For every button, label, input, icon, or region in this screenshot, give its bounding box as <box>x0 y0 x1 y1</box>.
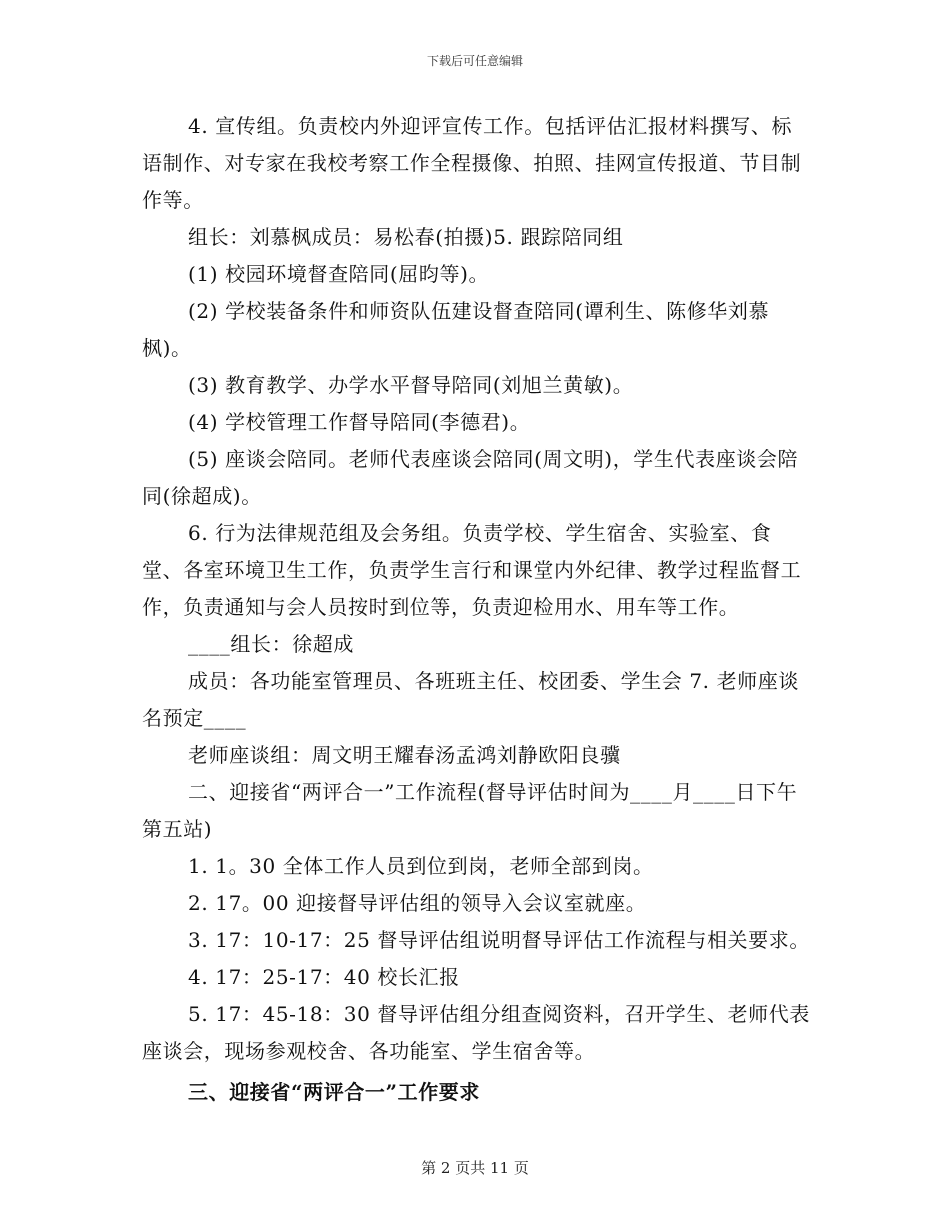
section-heading-2: 二、迎接省“两评合一”工作流程(督导评估时间为____月____日下午第五站) <box>142 780 798 841</box>
paragraph-escort-3: (3) 教育教学、办学水平督导陪同(刘旭兰黄敏)。 <box>188 373 634 397</box>
document-body <box>142 108 812 1111</box>
page-header: 下载后可任意编辑 <box>426 54 523 68</box>
paragraph-escort-1: (1) 校园环境督查陪同(屈昀等)。 <box>188 262 490 286</box>
paragraph-conduct-members: 成员：各功能室管理员、各班班主任、校团委、学生会 7. 老师座谈名预定____ <box>142 669 799 730</box>
paragraph-teacher-panel: 老师座谈组：周文明王耀春汤孟鸿刘静欧阳良骥 <box>188 743 621 767</box>
paragraph-escort-2: (2) 学校装备条件和师资队伍建设督查陪同(谭利生、陈修华刘慕枫)。 <box>142 299 770 360</box>
flow-step-4: 4. 17：25-17：40 校长汇报 <box>188 965 460 989</box>
flow-step-1: 1. 1。30 全体工作人员到位到岗，老师全部到岗。 <box>188 854 654 878</box>
paragraph-conduct-group: 6. 行为法律规范组及会务组。负责学校、学生宿舍、实验室、食堂、各室环境卫生工作，负责学生言行和课堂内外纪律、教学过程监督工作，负责通知与会人员按时到位等，负责迎检用水、用车等工作。 <box>142 521 802 619</box>
paragraph-escort-5: (5) 座谈会陪同。老师代表座谈会陪同(周文明)，学生代表座谈会陪同(徐超成)。 <box>142 447 799 508</box>
paragraph-escort-4: (4) 学校管理工作督导陪同(李德君)。 <box>188 410 531 434</box>
flow-step-5: 5. 17：45-18：30 督导评估组分组查阅资料，召开学生、老师代表座谈会，现场参观校舍、各功能室、学生宿舍等。 <box>142 1002 810 1063</box>
flow-step-3: 3. 17：10-17：25 督导评估组说明督导评估工作流程与相关要求。 <box>188 928 810 952</box>
paragraph-conduct-leader: ____组长：徐超成 <box>188 632 354 656</box>
page-footer: 第 2 页共 11 页 <box>421 1159 529 1177</box>
flow-step-2: 2. 17。00 迎接督导评估组的领导入会议室就座。 <box>188 891 647 915</box>
paragraph-publicity-group: 4. 宣传组。负责校内外迎评宣传工作。包括评估汇报材料撰写、标语制作、对专家在我校考察工作全程摄像、拍照、挂网宣传报道、节目制作等。 <box>142 114 802 212</box>
paragraph-publicity-members: 组长：刘慕枫成员：易松春(拍摄)5. 跟踪陪同组 <box>188 225 624 249</box>
section-heading-3: 三、迎接省“两评合一”工作要求 <box>188 1080 481 1104</box>
